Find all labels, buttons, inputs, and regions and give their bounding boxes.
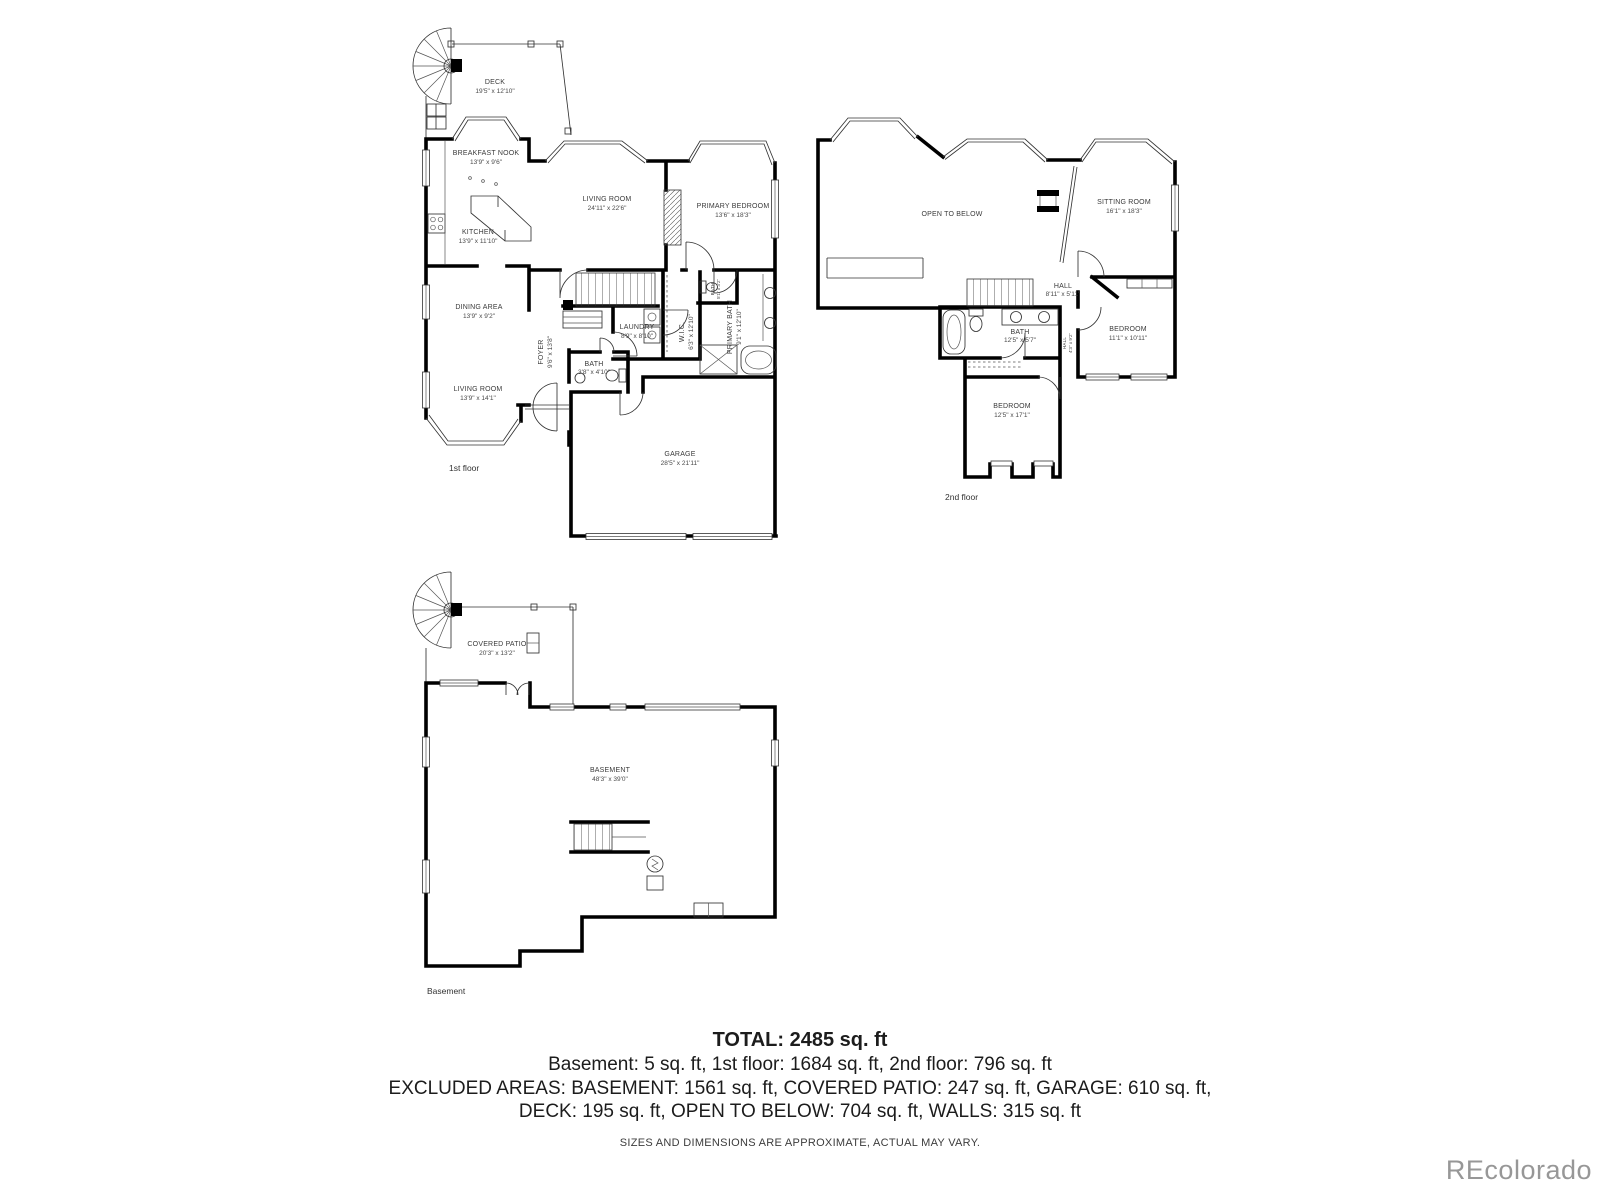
fireplace-icon [664, 190, 681, 245]
room-label-bath: BATH [584, 361, 604, 368]
room-dims-breakfast-nook: 13'9" x 9'6" [469, 159, 503, 166]
room-dims-basement: 48'3" x 39'0" [592, 776, 628, 783]
room-dims-bedroom-right: 11'1" x 10'11" [1108, 335, 1148, 342]
second-floor-stairs [967, 279, 1033, 306]
room-label-sitting-room: SITTING ROOM [1097, 199, 1151, 206]
room-label-hall: HALL [1053, 283, 1073, 290]
first-floor-plan [413, 28, 779, 540]
second-floor-windows [991, 185, 1179, 466]
disclaimer-text: SIZES AND DIMENSIONS ARE APPROXIMATE, ACTUAL MAY VARY. [619, 1136, 981, 1149]
furnace-icon [647, 856, 663, 890]
room-label-bedroom-lower: BEDROOM [993, 403, 1031, 410]
floor-label-first: 1st floor [449, 463, 480, 473]
floor-label-second: 2nd floor [945, 492, 979, 502]
room-dims-foyer: 9'6" x 13'8" [547, 335, 554, 369]
second-floor-labels [921, 199, 1150, 502]
room-dims-deck: 19'5" x 12'10" [475, 88, 515, 95]
room-label-basement: BASEMENT [589, 767, 631, 774]
room-label-toilet-bath: BATH [710, 282, 715, 296]
room-dims-toilet-bath: 5'1" x 3'2" [716, 278, 721, 300]
second-floor-plan [818, 118, 1179, 502]
open-to-below-railing [827, 166, 1077, 278]
room-label-breakfast-nook: BREAKFAST NOOK [452, 150, 520, 157]
area-summary [0, 1028, 1600, 1149]
room-label-laundry: LAUNDRY [619, 324, 655, 331]
room-label-covered-patio: COVERED PATIO [467, 641, 527, 648]
room-dims-garage: 28'5" x 21'11" [660, 460, 700, 467]
room-dims-second-bath: 12'5" x 5'7" [1003, 337, 1037, 344]
room-dims-laundry: 8'9" x 8'10" [620, 333, 654, 340]
room-dims-hall-lower: 4'3" x 9'2" [1068, 332, 1073, 354]
room-dims-primary-bedroom: 13'6" x 18'3" [715, 212, 751, 219]
room-dims-bath: 3'8" x 4'10" [577, 369, 611, 376]
excluded-areas-text-2: DECK: 195 sq. ft, OPEN TO BELOW: 704 sq. ft, WALLS: 315 sq. ft [518, 1101, 1082, 1122]
room-label-garage: GARAGE [664, 451, 696, 458]
room-dims-primary-bath: 9'1" x 12'10" [736, 309, 743, 345]
room-label-primary-bath: PRIMARY BATH [727, 299, 734, 355]
basement-stairs [574, 824, 646, 850]
room-label-wic: W.I.C. [679, 321, 686, 343]
total-area-text: TOTAL: 2485 sq. ft [712, 1029, 888, 1051]
basement-windows [423, 680, 779, 893]
room-label-dining-area: DINING AREA [455, 304, 503, 311]
room-dims-hall: 8'11" x 5'11" [1045, 291, 1081, 298]
room-label-foyer: FOYER [538, 339, 545, 365]
room-label-living-room-front: LIVING ROOM [453, 386, 503, 393]
floor-label-basement: Basement [427, 986, 466, 996]
window-seat [1127, 279, 1172, 288]
room-dims-living-room: 24'11" x 22'6" [587, 205, 627, 212]
basement-doors [506, 683, 529, 695]
room-dims-dining-area: 13'9" x 9'2" [462, 313, 496, 320]
second-floor-bay-windows [830, 118, 1175, 164]
excluded-areas-text-1: EXCLUDED AREAS: BASEMENT: 1561 sq. ft, COVERED PATIO: 247 sq. ft, GARAGE: 610 sq. ft, [388, 1077, 1212, 1099]
included-areas-text: Basement: 5 sq. ft, 1st floor: 1684 sq. ft, 2nd floor: 796 sq. ft [548, 1054, 1052, 1075]
room-label-bedroom-right: BEDROOM [1109, 326, 1147, 333]
room-dims-wic: 6'3" x 12'10" [688, 314, 695, 350]
room-dims-covered-patio: 20'3" x 13'2" [479, 650, 515, 657]
basement-spiral-staircase-icon [413, 572, 462, 648]
recolorado-watermark: REcolorado [1445, 1155, 1592, 1185]
room-label-second-bath: BATH [1010, 329, 1030, 336]
room-label-kitchen: KITCHEN [461, 229, 495, 236]
room-dims-bedroom-lower: 12'5" x 17'1" [994, 412, 1030, 419]
sitting-room-fireplace-icon [1037, 190, 1059, 212]
second-floor-walls [818, 137, 1175, 477]
room-dims-kitchen: 13'9" x 11'10" [458, 238, 498, 245]
room-label-primary-bedroom: PRIMARY BEDROOM [696, 203, 770, 210]
first-floor-stairs [563, 273, 655, 328]
room-dims-sitting-room: 16'1" x 18'3" [1106, 208, 1142, 215]
room-label-hall-lower: HALL [1062, 336, 1067, 350]
room-label-living-room: LIVING ROOM [582, 196, 632, 203]
spiral-staircase-icon [413, 28, 462, 104]
room-label-deck: DECK [484, 79, 506, 86]
room-dims-living-room-front: 13'9" x 14'1" [460, 395, 496, 402]
utility-box-icon [694, 903, 723, 917]
room-label-open-to-below: OPEN TO BELOW [921, 211, 983, 218]
stove-icon [428, 141, 445, 264]
basement-plan [413, 572, 779, 996]
